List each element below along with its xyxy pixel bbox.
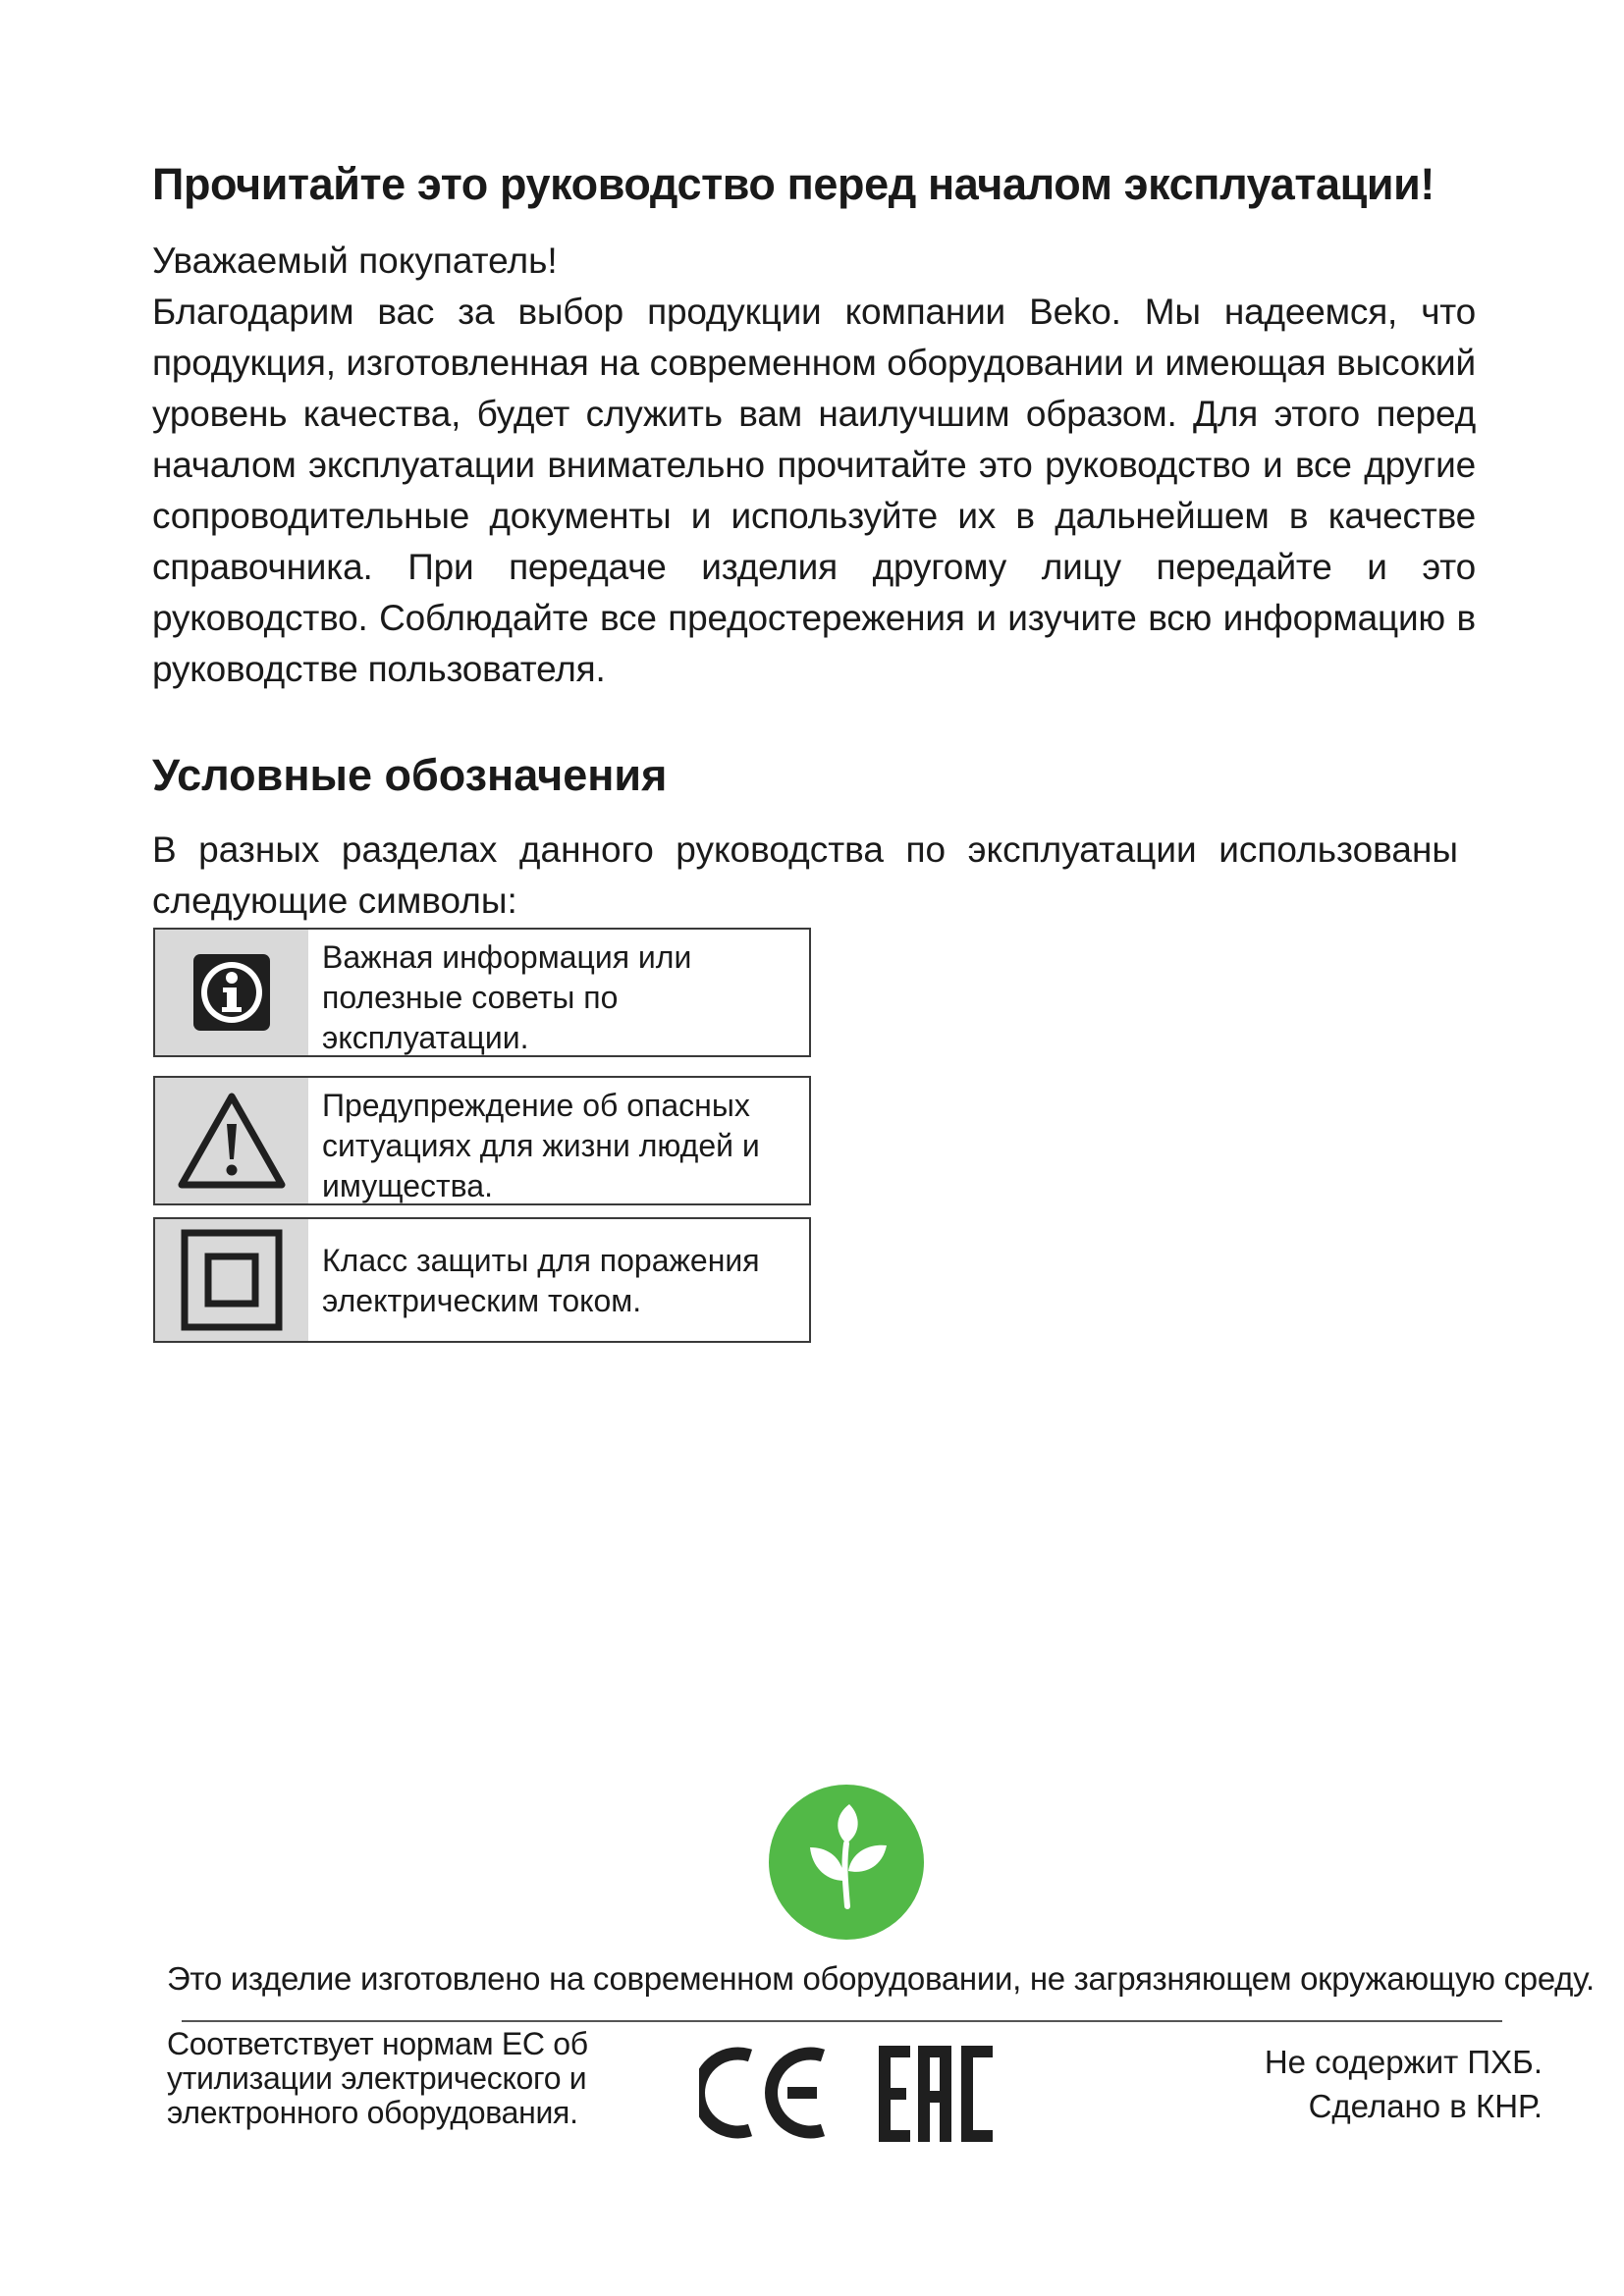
symbol-row-insulation [153, 1217, 811, 1343]
double-insulation-icon [179, 1227, 285, 1333]
ce-mark-icon [699, 2044, 832, 2142]
made-in-text: Сделано в КНР. [1308, 2088, 1543, 2124]
symbol-text-warning: Предупреждение об опасных ситуациях для жизни людей и имущества. [322, 1088, 760, 1203]
page-title: Прочитайте это руководство перед началом эксплуатации! [152, 159, 1435, 209]
pcb-free-text: Не содержит ПХБ. [1264, 2044, 1543, 2080]
symbols-section-title: Условные обозначения [152, 750, 668, 800]
footer-divider [182, 2020, 1502, 2022]
symbol-text-info: Важная информация или полезные советы по эксплуатации. [322, 939, 692, 1055]
info-icon-cell [155, 930, 308, 1055]
greeting: Уважаемый покупатель! [152, 240, 558, 281]
intro-paragraph: Благодарим вас за выбор продукции компании Beko. Мы надеемся, что продукция, изготовленная на современном оборудовании и имеющая высокий уровень качества, будет служить вам наилучшим образом. Для этого перед началом эксплуатации внимательно прочитайте это руководство и все другие сопроводительные документы и используйте их в дальнейшем в качестве справочника. При передаче изделия другому лицу передайте и это руководство. Соблюдайте все предостережения и изучите всю информацию в руководстве пользователя. [152, 292, 1476, 689]
weee-compliance-text: Соответствует нормам ЕС об утилизации электрического и электронного оборудования. [167, 2026, 588, 2130]
warning-triangle-icon [176, 1091, 288, 1191]
insulation-icon-cell [155, 1219, 308, 1341]
warning-icon-cell [155, 1078, 308, 1203]
origin-block [1150, 2040, 1543, 2128]
symbol-row-info [153, 928, 811, 1057]
symbols-intro: В разных разделах данного руководства по эксплуатации использованы следующие символы: [152, 829, 1458, 921]
eac-mark-icon [879, 2044, 995, 2144]
symbol-row-warning [153, 1076, 811, 1205]
green-leaf-icon [769, 1785, 924, 1940]
eco-statement: Это изделие изготовлено на современном оборудовании, не загрязняющем окружающую среду. [167, 1960, 1595, 1997]
info-icon [191, 952, 272, 1033]
symbol-text-insulation: Класс защиты для поражения электрическим током. [322, 1243, 760, 1318]
